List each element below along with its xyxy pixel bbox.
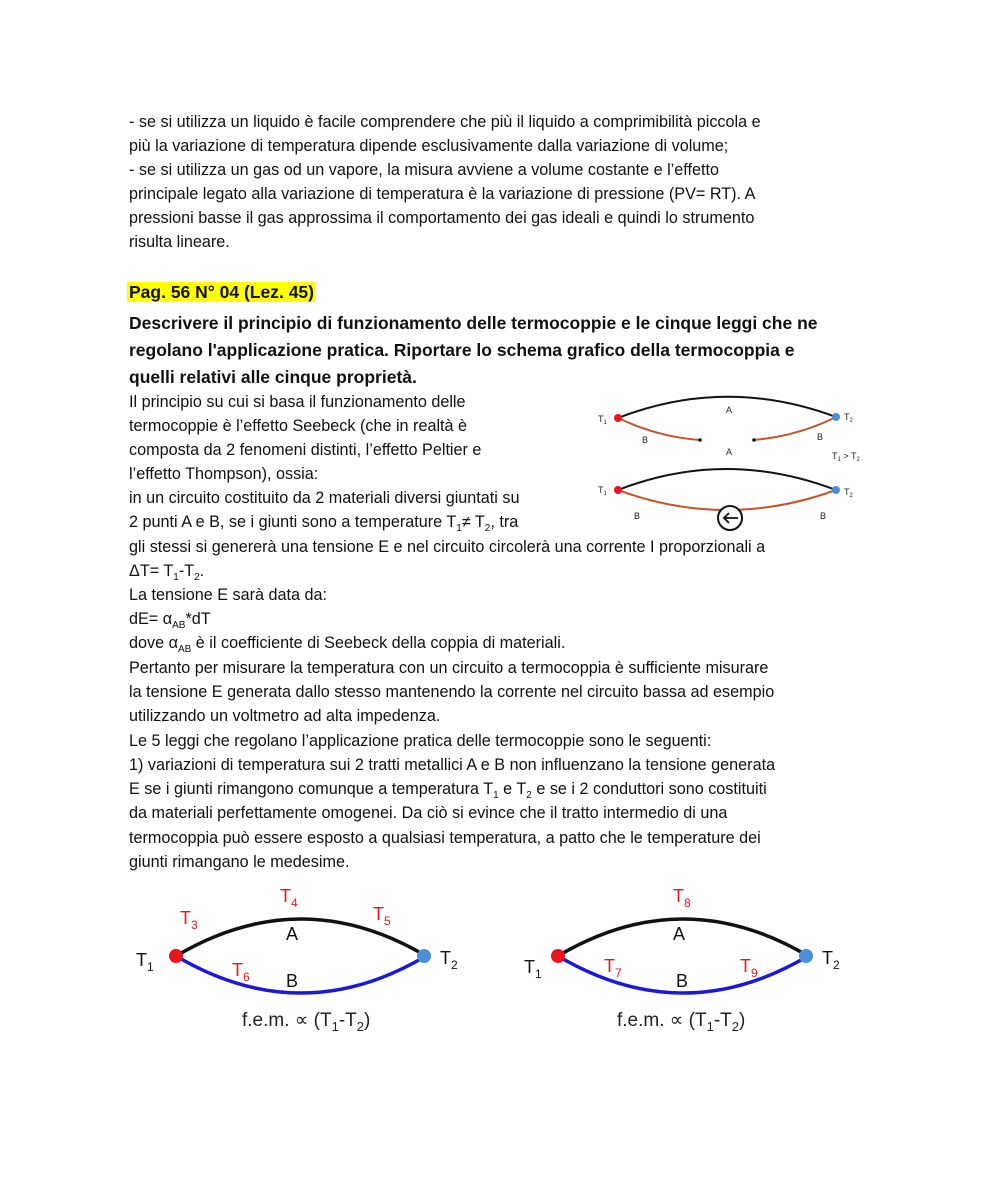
svg-text:T5: $T_5$: [373, 904, 391, 928]
svg-text:A: A: [726, 405, 733, 415]
intro-line-1: - se si utilizza un liquido è facile comprendere che più il liquido a comprimibilità piccola e: [129, 113, 761, 131]
body-line-5: in un circuito costituito da 2 materiali diversi giuntati su: [129, 489, 520, 507]
svg-text:T9: $T_9$: [740, 956, 758, 980]
body-line-12: Pertanto per misurare la temperatura con un circuito a termocoppia è sufficiente misurare: [129, 659, 769, 677]
body-line-17: E se i giunti rimangono comunque a temperatura $T_1$ e $T_2$ e se i 2 conduttori sono costituiti: [129, 780, 767, 802]
section-heading: [127, 280, 867, 305]
thermocouple-schema-figure: [588, 392, 870, 537]
body-line-16: 1) variazioni di temperatura sui 2 tratti metallici A e B non influenzano la tensione generata: [129, 756, 776, 774]
body-line-11: dove $\alpha_{AB}$ è il coefficiente di Seebeck della coppia di materiali.: [129, 634, 566, 656]
question-line-1: Descrivere il principio di funzionamento delle termocoppie e le cinque leggi che ne: [129, 313, 818, 333]
svg-text:B: B: [286, 971, 299, 991]
svg-text:B: B: [817, 432, 824, 442]
svg-text:T2: $T_2$: [822, 948, 840, 972]
intro-line-3: - se si utilizza un gas od un vapore, la misura avviene a volume costante e l’effetto: [129, 161, 719, 179]
svg-text:T7: $T_7$: [604, 956, 622, 980]
body-line-4: l’effetto Thompson), ossia:: [129, 465, 319, 483]
body-line-13: la tensione E generata dallo stesso mantenendo la corrente nel circuito bassa ad esempio: [129, 683, 775, 701]
svg-text:T1: $T_1$: [136, 950, 154, 974]
svg-text:T2: $T_2$: [844, 487, 853, 499]
intro-line-5: pressioni basse il gas approssima il comportamento dei gas ideali e quindi lo strumento: [129, 209, 755, 227]
svg-text:T1: $T_1$: [598, 414, 607, 426]
wire-b-upper-right: [754, 417, 836, 440]
body-line-3: composta da 2 fenomeni distinti, l’effetto Peltier e: [129, 441, 482, 459]
question-line-3: quelli relativi alle cinque proprietà.: [129, 367, 417, 387]
svg-text:A: A: [286, 924, 299, 944]
svg-text:T6: $T_6$: [232, 960, 250, 984]
body-line-18: da materiali perfettamente omogenei. Da ciò si evince che il tratto intermedio di una: [129, 804, 728, 822]
body-line-14: utilizzando un voltmetro ad alta impedenza.: [129, 707, 441, 725]
law-one-figure: [128, 880, 868, 1040]
left-circuit: [136, 886, 458, 1034]
heading-highlight: Pag. 56 N° 04 (Lez. 45): [129, 282, 314, 302]
body-line-19: termocoppia può essere esposto a qualsiasi temperatura, a patto che le temperature dei: [129, 829, 761, 847]
svg-text:f.e.m. ∝ (T1-T2): f.e.m. ∝ $(T_1-T_2)$: [242, 1010, 371, 1034]
body-line-1: Il principio su cui si basa il funzionamento delle: [129, 393, 466, 411]
svg-text:B: B: [820, 511, 827, 521]
svg-text:T8: $T_8$: [673, 886, 691, 910]
body-line-7: gli stessi si genererà una tensione E e nel circuito circolerà una corrente I proporzionali a: [129, 538, 766, 556]
body-line-20: giunti rimangano le medesime.: [129, 853, 350, 871]
svg-text:T1: $T_1$: [598, 485, 607, 497]
intro-line-6: risulta lineare.: [129, 233, 230, 251]
body-line-2: termocoppie è l’effetto Seebeck (che in realtà è: [129, 417, 468, 435]
hot-junction-dot: [614, 414, 622, 422]
svg-text:B: B: [634, 511, 641, 521]
hot-junction-dot: [169, 949, 183, 963]
cold-junction-dot: [832, 413, 840, 421]
question-line-2: regolano l'applicazione pratica. Riportare lo schema grafico della termocoppia e: [129, 340, 795, 360]
svg-text:T4: $T_4$: [280, 886, 298, 910]
svg-text:B: B: [642, 435, 649, 445]
svg-text:B: B: [676, 971, 689, 991]
cold-junction-dot: [417, 949, 431, 963]
body-line-10: $dE= \alpha_{AB}*dT$: [129, 610, 211, 632]
body-line-6: 2 punti A e B, se i giunti sono a temperature $T_1\ne T_2$, tra: [129, 513, 519, 535]
intro-line-4: principale legato alla variazione di temperatura è la variazione di pressione (PV= RT). A: [129, 185, 756, 203]
body-line-15: Le 5 leggi che regolano l’applicazione pratica delle termocoppie sono le seguenti:: [129, 732, 712, 750]
svg-text:A: A: [726, 447, 733, 457]
intro-line-2: più la variazione di temperatura dipende esclusivamente dalla variazione di volume;: [129, 137, 729, 155]
svg-text:T1: $T_1$: [524, 957, 542, 981]
svg-text:T1 > T2: $T_1 > T_2$: [832, 451, 860, 463]
body-line-9: La tensione E sarà data da:: [129, 586, 327, 604]
svg-text:T2: $T_2$: [440, 948, 458, 972]
wire-a-lower: [618, 469, 836, 490]
svg-text:T2: $T_2$: [844, 412, 853, 424]
right-circuit: [524, 886, 840, 1034]
svg-text:A: A: [673, 924, 686, 944]
body-line-8: $\Delta T= T_1-T_2$.: [129, 562, 205, 584]
cold-junction-dot: [799, 949, 813, 963]
wire-b-upper-left: [618, 418, 700, 440]
svg-text:f.e.m. ∝ (T1-T2): f.e.m. ∝ $(T_1-T_2)$: [617, 1010, 746, 1034]
hot-junction-dot: [551, 949, 565, 963]
svg-text:T3: $T_3$: [180, 908, 198, 932]
